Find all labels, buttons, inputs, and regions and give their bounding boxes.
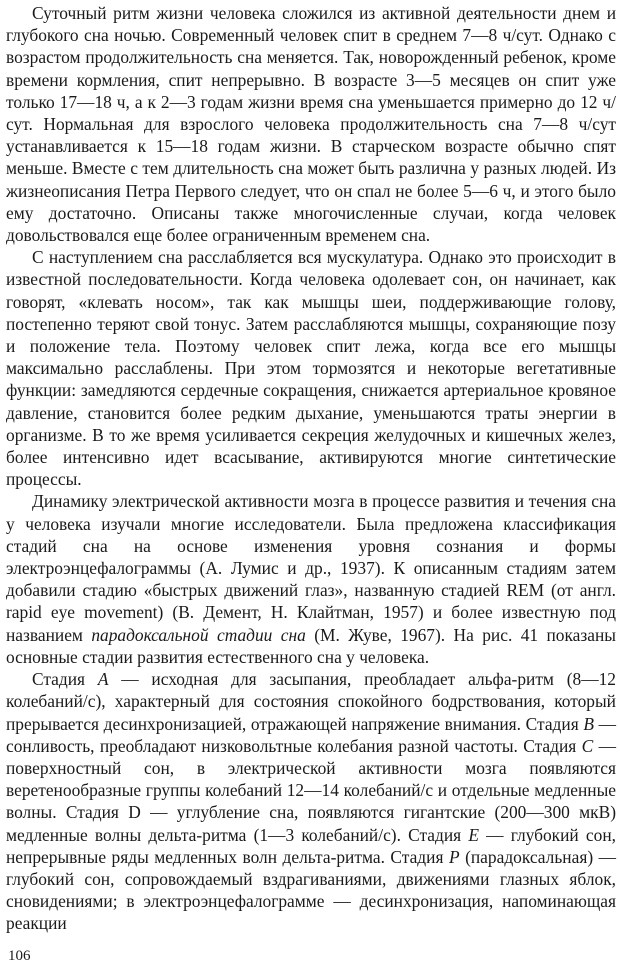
text-run: — сонливость, преобладают низковольтные колебания разной частоты. Стадия xyxy=(6,713,616,756)
paragraph-muscle-relaxation xyxy=(6,246,616,490)
italic-text-run: B xyxy=(583,713,594,734)
text-run: (парадоксальная) — глубокий сон, сопровождаемый вздрагиваниями, движениями глазных яблок, сновидениями; в электроэнцефалограмме — десинхронизация, напоминающая реакции xyxy=(6,846,616,934)
italic-text-run: P xyxy=(448,846,460,867)
italic-text-run: E xyxy=(468,824,479,845)
italic-text-run: A xyxy=(97,669,109,690)
page-number: 106 xyxy=(8,948,31,964)
text-run: (М. Жуве, 1967). На рис. 41 показаны основные стадии развития естественного сна у человека. xyxy=(6,624,616,667)
paragraph-sleep-rhythm xyxy=(6,2,616,246)
text-run: Динамику электрической активности мозга в процессе развития и течения сна у человека изучали многие исследователи. Была предложена классификация стадий сна на основе изменения уровня сознания и формы электроэнцефалограммы (А. Лумис и др., 1937). К описанным стадиям затем добавили стадию «быстрых движений глаз», названную стадией REM (от англ. rapid eye movement) (В. Демент, Н. Клайтман, 1957) и более известную под названием xyxy=(6,491,616,645)
italic-text-run: парадоксальной стадии сна xyxy=(91,624,306,645)
paragraph-sleep-stages-research xyxy=(6,490,616,668)
text-run: Суточный ритм жизни человека сложился из активной деятельности днем и глубокого сна ночью. Современный человек спит в среднем 7—8 ч/сут. Однако с возрастом продолжительность сна меняется. Так, новорожденный ребенок, кроме времени кормления, спит непрерывно. В возрасте 3—5 месяцев он спит уже только 17—18 ч, а к 2—3 годам жизни время сна уменьшается примерно до 12 ч/сут. Нормальная для взрослого человека продолжительность сна 7—8 ч/сут устанавливается к 15—18 годам жизни. В старческом возрасте обычно спят меньше. Вместе с тем длительность сна может быть различна у разных людей. Из жизнеописания Петра Первого следует, что он спал не более 5—6 ч, и этого было ему достаточно. Описаны также многочисленные случаи, когда человек довольствовался еще более ограниченным временем сна. xyxy=(6,3,616,246)
text-run: С наступлением сна расслабляется вся мускулатура. Однако это происходит в известной последовательности. Когда человека одолевает сон, он начинает, как говорят, «клевать носом», так как мышцы шеи, поддерживающие голову, постепенно теряют свой тонус. Затем расслабляются мышцы, сохраняющие позу и положение тела. Поэтому человек спит лежа, когда все его мышцы максимально расслаблены. При этом тормозятся и некоторые вегетативные функции: замедляются сердечные сокращения, снижается артериальное кровяное давление, становится более редким дыхание, уменьшаются траты энергии в организме. В то же время усиливается секреция желудочных и кишечных желез, более интенсивно идет всасывание, активируются многие синтетические процессы. xyxy=(6,247,616,490)
paragraph-stage-descriptions xyxy=(6,668,616,934)
text-run: — поверхностный сон, в электрической активности мозга появляются веретенообразные группы колебаний 12—14 колебаний/с и отдельные медленные волны. Стадия D — углубление сна, появляются гигантские (200—300 мкВ) медленные волны дельта-ритма (1—3 колебаний/с). Стадия xyxy=(6,735,616,845)
italic-text-run: C xyxy=(581,735,594,756)
text-run: Стадия xyxy=(32,669,98,690)
text-run: — глубокий сон, непрерывные ряды медленных волн дельта-ритма. Стадия xyxy=(6,824,616,867)
page-text xyxy=(6,2,616,935)
text-run: — исходная для засыпания, преобладает альфа-ритм (8—12 колебаний/с), характерный для состояния спокойного бодрствования, который прерывается десинхронизацией, отражающей напряжение внимания. Стадия xyxy=(6,669,616,734)
